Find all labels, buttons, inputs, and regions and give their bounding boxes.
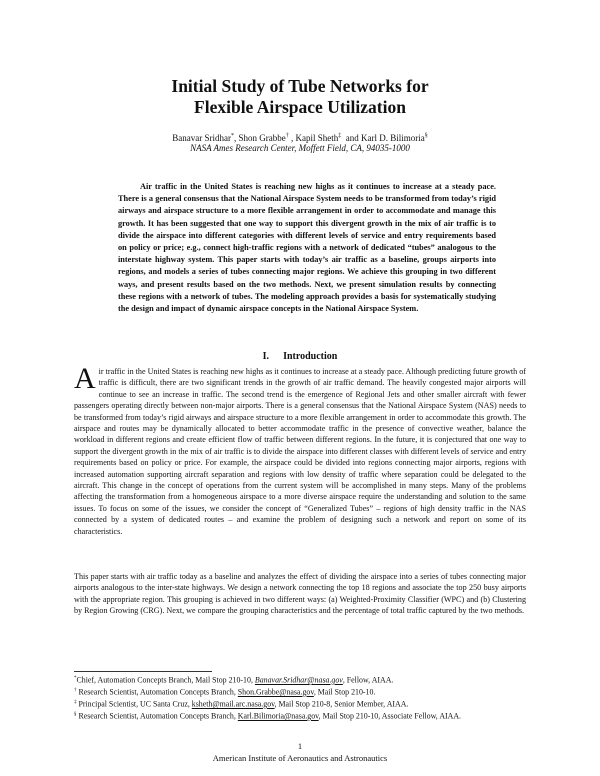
footnote-text: , Mail Stop 210-10, Associate Fellow, AIAA.: [318, 711, 462, 721]
email-link[interactable]: Shon.Grabbe@nasa.gov: [237, 687, 314, 697]
paper-title: [0, 76, 600, 118]
author-separator: ,: [233, 133, 239, 143]
footnote-text: Chief, Automation Concepts Branch, Mail Stop 210-10,: [76, 675, 255, 685]
intro-paragraph-2: This paper starts with air traffic today as a baseline and analyzes the effect of dividing the airspace into a series of tubes connecting major airports analogous to the inter-state highways. We design a network connecting the top 18 regions and associate the top 250 busy airports with the appropriate region. This grouping is achieved in two different ways: (a) Weighted-Proximity Classifier (WPC) and (b) Clustering by Region Growing (CRG). Next, we compare the grouping characteristics and the percentage of total traffic captured by the two methods.: [74, 572, 526, 616]
title-line-1: Initial Study of Tube Networks for: [171, 76, 429, 96]
footnote-mark: *: [74, 676, 77, 681]
footnote: [74, 674, 526, 686]
section-title: Introduction: [283, 351, 338, 362]
author-mark: †: [285, 133, 289, 139]
footnote-text: , Mail Stop 210-8, Senior Member, AIAA.: [274, 699, 409, 709]
author-name: Kapil Sheth: [295, 133, 339, 143]
footnote-mark: ‡: [74, 700, 77, 706]
intro-paragraph-1: [74, 362, 526, 537]
email-link[interactable]: Banavar.Sridhar@nasa.gov: [254, 675, 343, 685]
email-link[interactable]: Karl.Bilimoria@nasa.gov: [237, 711, 319, 721]
author-separator: and: [341, 133, 361, 143]
author-name: Karl D. Bilimoria: [360, 133, 425, 143]
drop-cap: A: [74, 362, 96, 395]
intro-paragraph-1-text: ir traffic in the United States is reaching new highs as it continues to increase at a steady pace. Although predicting future growth of traffic is difficult, there are two significant trends in the growth of air traffic demand. The heavily congested major airports will continue to see an increase in traffic. The second trend is the emergence of Regional Jets and other smaller aircraft with fewer passengers operating directly between non-major airports. There is a general consensus that the National Airspace System (NAS) needs to be transformed from today’s rigid airways and airspace structure to a more flexible arrangement in order to accommodate this growth. The airspace and routes may be dynamically allocated to better accommodate traffic in the presence of convective weather, balance the workload in different regions and create efficient flow of traffic between different regions. In the future, it is conjectured that one way to support the divergent growth in the mix of air traffic is to divide the airspace into different classes with different levels of service and entry requirements based on policy or price. For example, the airspace could be divided into regions connecting major airports, regions with increased automation supporting aircraft separation and regions with low density of traffic where separation could be delegated to the aircraft. This change in the concept of operations from the current system will be accomplished in many steps. Many of the problems affecting the transformation from a homogeneous airspace to a more diverse airspace require the understanding and solution to the same issues. To focus on some of the issues, we consider the concept of “Generalized Tubes” – regions of high density traffic in the NAS connected by a system of dedicated routes – and examine the problem of designing such a network and report on some of its characteristics.: [74, 367, 526, 536]
author-mark: ‡: [338, 133, 342, 139]
footnote-text: , Mail Stop 210-10.: [313, 687, 376, 697]
author-mark: *: [230, 133, 234, 139]
page-number: 1: [297, 741, 303, 751]
author-name: Shon Grabbe: [238, 133, 286, 143]
email-link[interactable]: ksheth@mail.arc.nasa.gov: [191, 699, 275, 709]
footnote: [74, 698, 526, 710]
footnote-mark: §: [74, 712, 77, 718]
footnote-divider: [74, 671, 212, 672]
author-mark: §: [424, 133, 428, 139]
footnotes: [74, 674, 526, 722]
abstract: Air traffic in the United States is reaching new highs as it continues to increase at a steady pace. There is a general consensus that the National Airspace System needs to be transformed from today’s rigid airways and airspace structure to a more flexible arrangement in order to accommodate and manage this growth. It has been suggested that one way to support this divergent growth in the mix of air traffic is to divide the airspace into different categories with different levels of service and entry requirements based on policy or price; e.g., connect high-traffic regions with a network of dedicated “tubes” analogous to the interstate highway system. This paper starts with today’s air traffic as a baseline, groups airports into regions, and models a series of tubes connecting major regions. We achieve this grouping in two different ways, and present results based on the two methods. Next, we present simulation results by connecting these regions with a network of tubes. The modeling approach provides a basis for systematically studying the design and impact of dynamic airspace concepts in the National Airspace System.: [118, 182, 496, 314]
section-number: I.: [262, 351, 270, 362]
footnote-text: , Fellow, AIAA.: [342, 675, 394, 685]
footnote-text: Research Scientist, Automation Concepts Branch,: [76, 711, 238, 721]
author-name: Banavar Sridhar: [172, 133, 231, 143]
footnote-mark: †: [74, 688, 77, 694]
footnote: [74, 710, 526, 722]
footnote-text: Principal Scientist, UC Santa Cruz,: [76, 699, 192, 709]
footnote: [74, 686, 526, 698]
affiliation: NASA Ames Research Center, Moffett Field, CA, 94035-1000: [190, 143, 410, 153]
footnote-text: Research Scientist, Automation Concepts Branch,: [76, 687, 238, 697]
page-footer: American Institute of Aeronautics and Astronautics: [212, 753, 388, 763]
author-separator: ,: [288, 133, 296, 143]
title-line-2: Flexible Airspace Utilization: [194, 97, 406, 117]
